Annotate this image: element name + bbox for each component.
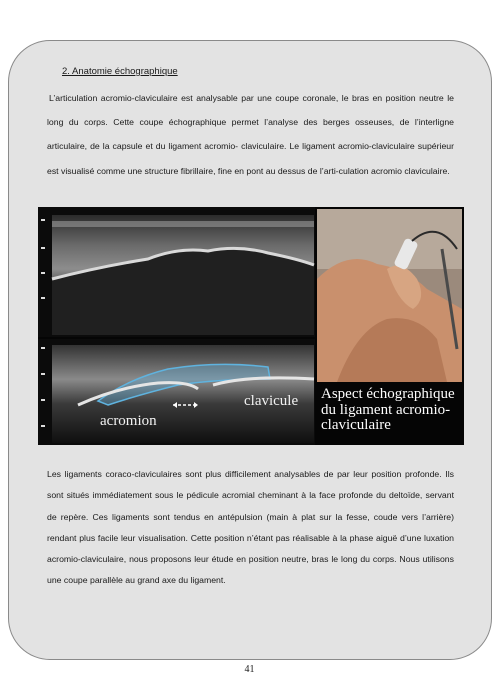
paragraph-intro: L’articulation acromio-claviculaire est analysable par une coupe coronale, le bras en position neutre le long du corps. Cette coupe échographique permet l’analyse des berges osseuses, de l’interligne articulaire, de la capsule et du ligament acromio- claviculaire. Le ligament acromio-claviculaire supérieur est visualisé comme une structure fibrillaire, fine en pont au dessus de l’arti-culation acromio claviculaire. bbox=[47, 93, 454, 176]
ultrasound-image-top bbox=[38, 207, 315, 337]
figure-caption: Aspect échographique du ligament acromio- claviculaire bbox=[321, 386, 455, 433]
probe-placement-photo bbox=[317, 209, 462, 382]
label-acromion: acromion bbox=[100, 413, 157, 429]
ultrasound-figure bbox=[38, 207, 464, 445]
page-number: 41 bbox=[244, 664, 255, 675]
label-clavicule: clavicule bbox=[244, 393, 299, 409]
ultrasound-image-bottom bbox=[38, 339, 315, 445]
section-heading: 2. Anatomie échographique bbox=[62, 66, 178, 77]
paragraph-coraco: Les ligaments coraco-claviculaires sont plus difficilement analysables de par leur position profonde. Ils sont situés immédiatement sous le pédicule acromial cheminant à la face profonde du deltoïde, servant de repère. Ces ligaments sont tendus en antépulsion (main à plat sur la fesse, coude vers l’arrière) rendant plus facile leur visualisation. Cette position n’étant pas réalisable à la phase aiguë d’une luxation acromio-claviculaire, nous proposons leur étude en position neutre, bras le long du corps. Nous utilisons une coupe parallèle au grand axe du ligament. bbox=[47, 469, 454, 586]
